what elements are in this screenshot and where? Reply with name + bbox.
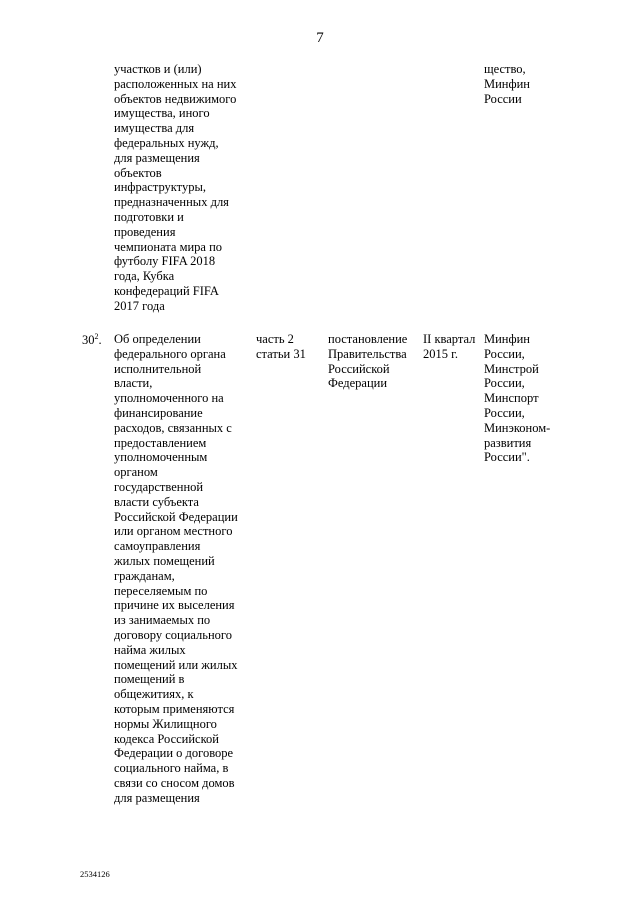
text-line: Правительства [328, 346, 407, 361]
text-line: России, [484, 405, 525, 420]
row-responsible-cell [484, 332, 550, 465]
text-line: финансирование [114, 405, 203, 420]
text-line: найма жилых [114, 642, 186, 657]
text-line: из занимаемых по [114, 613, 211, 628]
text-line: уполномоченным [114, 450, 208, 465]
text-line: имущества, иного [114, 106, 210, 121]
text-line: Федерации [328, 376, 388, 391]
text-line: помещений в [114, 672, 185, 687]
text-line: нормы Жилищного [114, 716, 217, 731]
row-article-cell [256, 332, 306, 362]
text-line: России [484, 91, 522, 106]
text-line: Минспорт [484, 391, 539, 406]
text-line: расположенных на них [114, 76, 237, 91]
text-line: которым применяются [114, 701, 235, 716]
text-line: часть 2 [256, 332, 294, 346]
text-line: конфедераций FIFA [114, 283, 219, 298]
text-line: договору социального [114, 627, 232, 642]
text-line: России, [484, 376, 525, 391]
text-line: инфраструктуры, [114, 180, 207, 195]
text-line: Российской [328, 361, 390, 376]
text-line: или органом местного [114, 524, 233, 539]
text-line: общежитиях, к [114, 687, 194, 702]
text-line: подготовки и [114, 209, 184, 224]
text-line: жилых помещений [114, 553, 215, 568]
document-id: 2534126 [80, 869, 110, 879]
text-line: предоставлением [114, 435, 207, 450]
text-line: проведения [114, 224, 176, 239]
text-line: объектов [114, 165, 162, 180]
text-line: постановление [328, 332, 408, 346]
text-line: Минэконом- [484, 420, 551, 435]
text-line: федеральных нужд, [114, 135, 219, 150]
text-line: исполнительной [114, 361, 202, 376]
page-number: 7 [316, 30, 324, 46]
text-line: органом [114, 465, 158, 480]
text-line: имущества для [114, 121, 195, 136]
text-line: Минфин [484, 76, 530, 91]
row-number: $30^2$. [82, 332, 102, 348]
text-line: гражданам, [114, 568, 175, 583]
text-line: самоуправления [114, 539, 201, 554]
text-line: переселяемым по [114, 583, 208, 598]
row-act-type-cell [328, 332, 407, 391]
text-line: Минстрой [484, 361, 539, 376]
text-line: кодекса Российской [114, 731, 219, 746]
text-line: социального найма, в [114, 761, 229, 776]
text-line: России, [484, 346, 525, 361]
row-title-cell [114, 332, 238, 806]
text-line: года, Кубка [114, 269, 175, 284]
text-line: для размещения [114, 150, 200, 165]
text-line: Федерации о договоре [114, 746, 234, 761]
text-line: 2017 года [114, 298, 165, 313]
text-line: объектов недвижимого [114, 91, 237, 106]
text-line: помещений или жилых [114, 657, 238, 672]
text-line: Об определении [114, 332, 201, 346]
text-line: государственной [114, 479, 204, 494]
text-line: щество, [484, 62, 526, 76]
row-number-main: 30 [82, 333, 95, 348]
row-deadline-cell [423, 332, 475, 362]
text-line: чемпионата мира по [114, 239, 223, 254]
text-line: Российской Федерации [114, 509, 238, 524]
text-line: расходов, связанных с [114, 420, 232, 435]
text-line: власти, [114, 376, 153, 391]
text-line: 2015 г. [423, 346, 458, 361]
text-line: власти субъекта [114, 494, 199, 509]
text-line: уполномоченного на [114, 391, 224, 406]
text-line: II квартал [423, 332, 476, 346]
text-line: России". [484, 450, 530, 465]
continued-title-cell [114, 62, 236, 314]
text-line: предназначенных для [114, 195, 229, 210]
text-line: статьи 31 [256, 346, 306, 361]
text-line: Минфин [484, 332, 530, 346]
text-line: федерального органа [114, 346, 226, 361]
text-line: для размещения [114, 790, 200, 805]
row-number-superscript: 2 [94, 332, 99, 341]
continued-responsible-cell [484, 62, 530, 106]
text-line: причине их выселения [114, 598, 235, 613]
text-line: развития [484, 435, 532, 450]
text-line: футболу FIFA 2018 [114, 254, 216, 269]
text-line: участков и (или) [114, 62, 202, 76]
text-line: связи со сносом домов [114, 775, 235, 790]
